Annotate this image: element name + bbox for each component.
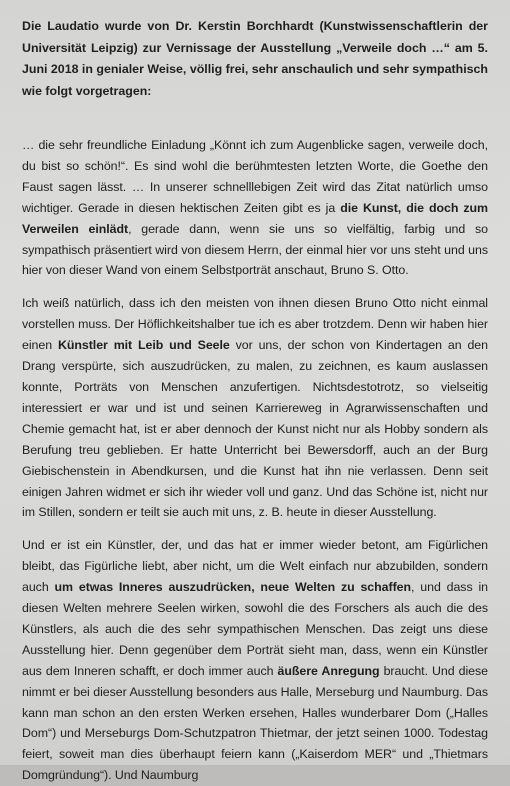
paragraph-3 xyxy=(22,535,488,786)
paragraph-3-bold-2: äußere Anregung xyxy=(277,663,380,678)
paragraph-1 xyxy=(22,135,488,281)
paragraph-1-bold: die Kunst, die doch zum Verweilen einlädt xyxy=(22,200,488,236)
paragraph-2-text-a: Ich weiß natürlich, dass ich den meisten von ihnen diesen Bruno Otto nicht einmal vorstellen muss. Der Höflichkeitshalber tue ich es aber trotzdem. Denn wir haben hier einen xyxy=(22,296,488,353)
intro-header: Die Laudatio wurde von Dr. Kerstin Borchhardt (Kunstwissenschaftlerin der Universität Leipzig) zur Vernissage der Ausstellung „Verweile doch …“ am 5. Juni 2018 in genialer Weise, völlig frei, sehr anschaulich und sehr sympathisch wie folgt vorgetragen: xyxy=(22,19,488,98)
paragraph-3-text-e: braucht. Und diese nimmt er bei dieser Ausstellung besonders aus Halle, Merseburg und Naumburg. Das kann man schon an den ersten Werken ersehen, Halles wunderbarer Dom („Halles Dom“) und Merseburgs Dom-Schutzpatron Thietmar, der jetzt seinen 1000. Todestag feiert, soweit man dies überhaupt feiern kann („Kaiserdom MER“ und „Thietmars Domgründung“). Und Naumburg xyxy=(22,663,488,783)
paragraph-3-text-a: Und er ist ein Künstler, der, und das hat er immer wieder betont, am Figürlichen bleibt, das Figürliche liebt, aber nicht, um die Welt einfach nur abzubilden, sondern auch xyxy=(22,538,488,595)
paragraph-1-text-a: … die sehr freundliche Einladung „Könnt ich zum Augenblicke sagen, verweile doch, du bist so schön!“. Es sind wohl die berühmtesten letzten Worte, die Goethe den Faust sagen lässt. … In unserer schnelllebigen Zeit wird das Zitat natürlich umso wichtiger. Gerade in diesen hektischen Zeiten gibt es ja xyxy=(22,138,488,215)
paragraph-3-bold-1: um etwas Inneres auszudrücken, neue Welten zu schaffen xyxy=(54,580,412,595)
paragraph-2-text-c: vor uns, der schon von Kindertagen an den Drang verspürte, sich auszudrücken, zu malen, zu zeichnen, es kaum auslassen konnte, Porträts von Menschen anzufertigen. Nichtsdestotrotz, so vielseitig interessiert er war und ist und seinen Karriereweg in Agrarwissenschaften und Chemie gemacht hat, ist er aber dennoch der Kunst nicht nur als Hobby sondern als Berufung treu geblieben. Er hatte Unterricht bei Bewersdorff, auch an der Burg Giebischenstein in Abendkursen, und die Kunst hat ihn nie verlassen. Denn seit einigen Jahren widmet er sich ihr wieder voll und ganz. Und das Schöne ist, nicht nur im Stillen, sondern er teilt sie auch mit uns, z. B. heute in dieser Ausstellung. xyxy=(22,338,488,520)
paragraph-1-text-c: , gerade dann, wenn sie uns so vielfältig, farbig und so sympathisch präsentiert wird von diesem Herrn, der einmal hier vor uns steht und uns hier von dieser Wand von einem Selbstporträt anschaut, Bruno S. Otto. xyxy=(22,221,488,278)
paragraph-2-bold: Künstler mit Leib und Seele xyxy=(57,338,230,353)
paragraph-2 xyxy=(22,293,488,523)
paragraph-3-text-c: , und dass in diesen Welten mehrere Seelen wirken, sowohl die des Forschers als auch die des Künstlers, als auch die des sehr sympathischen Menschen. Das zeigt uns diese Ausstellung hier. Denn gegenüber dem Porträt sieht man, dass, wenn ein Künstler aus dem Inneren schafft, er doch immer auch xyxy=(22,580,488,678)
